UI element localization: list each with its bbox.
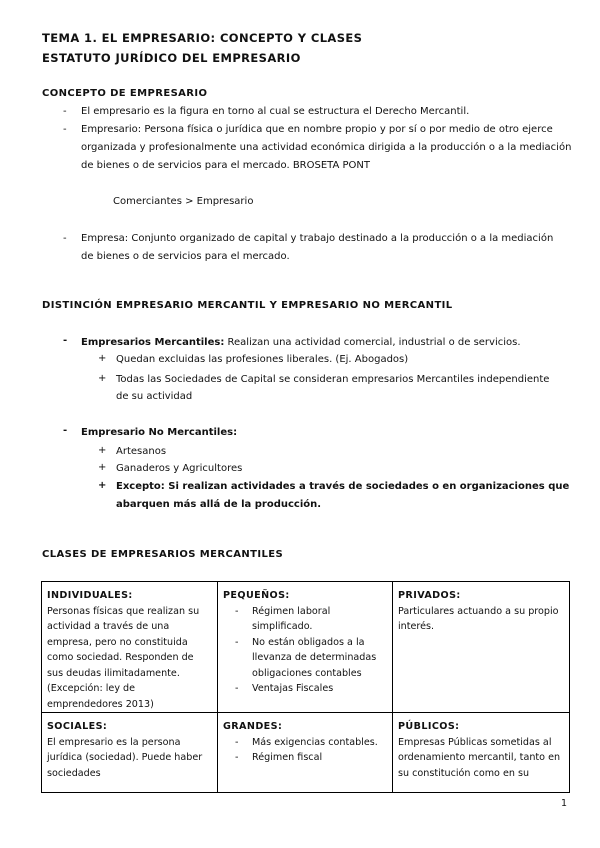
mercantiles-sub-2-line-1: Todas las Sociedades de Capital se consideran empresarios Mercantiles independiente — [116, 374, 550, 385]
concepto-item-3-line-2: de bienes o de servicios para el mercado. — [81, 251, 290, 262]
list-item: - Régimen laboral simplificado. — [223, 604, 387, 635]
plus-bullet: + — [98, 480, 107, 491]
list-item: - Ventajas Fiscales — [223, 681, 387, 697]
clases-table — [41, 581, 570, 793]
mercantiles-text: Realizan una actividad comercial, industrial o de servicios. — [224, 337, 521, 348]
privados-heading: PRIVADOS: — [398, 590, 461, 601]
cell-grandes — [218, 713, 393, 793]
no-mercantiles-sub-3-line-1: Excepto: Si realizan actividades a través de sociedades o en organizaciones que — [116, 481, 570, 492]
plus-bullet: + — [98, 353, 107, 364]
plus-bullet: + — [98, 373, 107, 384]
pequenos-heading: PEQUEÑOS: — [223, 590, 290, 601]
page-number: 1 — [561, 798, 568, 809]
no-mercantiles-sub-1: Artesanos — [116, 446, 167, 457]
list-item: - Más exigencias contables. — [223, 735, 387, 751]
concepto-item-2-line-1: Empresario: Persona física o jurídica que en nombre propio y por sí o por medio de otro ejerce — [81, 124, 553, 135]
no-mercantiles-label: Empresario No Mercantiles: — [81, 427, 238, 438]
individuales-heading: INDIVIDUALES: — [47, 590, 133, 601]
mercantiles-label: Empresarios Mercantiles: — [81, 337, 225, 348]
list-item: - Régimen fiscal — [223, 750, 387, 766]
plus-bullet: + — [98, 445, 107, 456]
pequenos-list — [223, 604, 387, 697]
no-mercantiles-item — [81, 424, 237, 441]
distincion-heading: DISTINCIÓN EMPRESARIO MERCANTIL Y EMPRESARIO NO MERCANTIL — [42, 300, 453, 311]
concepto-item-2-line-2: organizada y profesionalmente una actividad económica dirigida a la producción o a la mediación — [81, 142, 572, 153]
individuales-text: Personas físicas que realizan su actividad a través de una empresa, pero no constituida como sociedad. Responden de sus deudas ilimitadamente. (Excepción: ley de emprendedores 2013) — [47, 605, 200, 710]
concepto-item-1: El empresario es la figura en torno al cual se estructura el Derecho Mercantil. — [81, 106, 470, 117]
no-mercantiles-sub-3-line-2: abarquen más allá de la producción. — [116, 499, 322, 510]
sociales-text: El empresario es la persona jurídica (sociedad). Puede haber sociedades — [47, 736, 203, 779]
plus-bullet: + — [98, 462, 107, 473]
concepto-item-3-line-1: Empresa: Conjunto organizado de capital y trabajo destinado a la producción o a la mediación — [81, 233, 554, 244]
no-mercantiles-sub-2: Ganaderos y Agricultores — [116, 463, 243, 474]
mercantiles-sub-1: Quedan excluidas las profesiones liberales. (Ej. Abogados) — [116, 354, 409, 365]
publicos-heading: PÚBLICOS: — [398, 721, 460, 732]
list-item: - No están obligados a la llevanza de determinadas obligaciones contables — [223, 635, 387, 682]
mercantiles-item — [81, 334, 521, 351]
sociales-heading: SOCIALES: — [47, 721, 108, 732]
cell-publicos — [393, 713, 570, 793]
publicos-text: Empresas Públicas sometidas al ordenamiento mercantil, tanto en su constitución como en su — [398, 736, 561, 779]
doc-subtitle: ESTATUTO JURÍDICO DEL EMPRESARIO — [42, 51, 301, 65]
mercantiles-sub-2-line-2: de su actividad — [116, 391, 193, 402]
dash-bullet: - — [63, 425, 68, 436]
grandes-list — [223, 735, 387, 766]
doc-title: TEMA 1. EL EMPRESARIO: CONCEPTO Y CLASES — [42, 31, 363, 45]
concepto-note: Comerciantes > Empresario — [113, 196, 254, 207]
dash-bullet: - — [63, 233, 67, 244]
cell-pequenos — [218, 582, 393, 713]
dash-bullet: - — [63, 106, 67, 117]
cell-individuales — [42, 582, 218, 713]
grandes-heading: GRANDES: — [223, 721, 283, 732]
concepto-heading: CONCEPTO DE EMPRESARIO — [42, 88, 208, 99]
cell-sociales — [42, 713, 218, 793]
dash-bullet: - — [63, 335, 68, 346]
privados-text: Particulares actuando a su propio interés. — [398, 605, 559, 632]
clases-heading: CLASES DE EMPRESARIOS MERCANTILES — [42, 549, 284, 560]
concepto-item-2-line-3: de bienes o de servicios para el mercado. BROSETA PONT — [81, 160, 371, 171]
dash-bullet: - — [63, 124, 67, 135]
cell-privados — [393, 582, 570, 713]
